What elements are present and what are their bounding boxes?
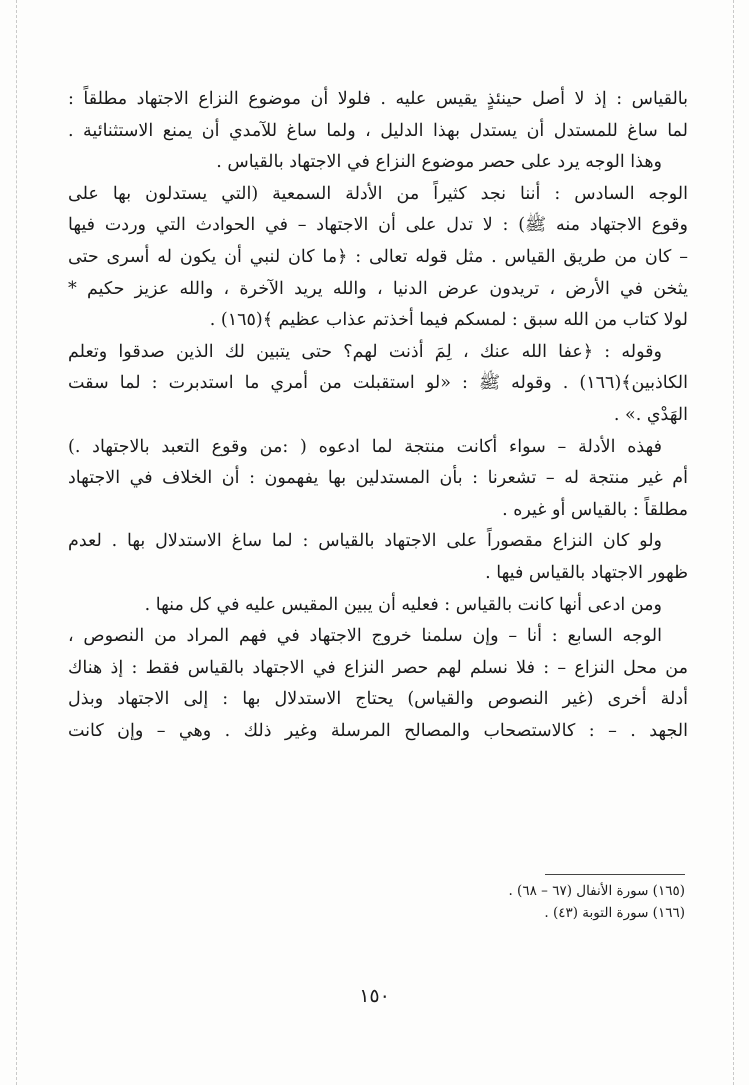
text-line: ومن ادعى أنها كانت بالقياس : فعليه أن يبين المقيس عليه في كل منها .: [144, 594, 662, 615]
text-line: أم غير منتجة له – تشعرنا : بأن المستدلين بها يفهمون : أن الخلاف في الاجتهاد: [68, 468, 688, 489]
text-line: الكاذبين﴾(١٦٦) . وقوله ﷺ : «لو استقبلت من أمري ما استدبرت : لما سقت: [68, 373, 688, 394]
text-line: يثخن في الأرض ، تريدون عرض الدنيا ، والله يريد الآخرة ، والله عزيز حكيم *: [68, 278, 688, 299]
text-line: أدلة أخرى (غير النصوص والقياس) يحتاج الاستدلال بها : إلى الاجتهاد وبذل: [68, 689, 688, 710]
section-heading-line: الوجه السابع : أنا – وإن سلمنا خروج الاجتهاد في فهم المراد من النصوص ،: [68, 626, 662, 647]
text-line: لما ساغ للمستدل أن يستدل بهذا الدليل ، ولما ساغ للآمدي أن يمنع الاستثنائية .: [68, 120, 688, 141]
text-line: الجهد . – : كالاستصحاب والمصالح المرسلة وغير ذلك . وهي – وإن كانت: [68, 720, 688, 741]
left-margin-line: [16, 0, 17, 1085]
text-line: وقوله : ﴿عفا الله عنك ، لِمَ أذنت لهم؟ حتى يتبين لك الذين صدقوا وتعلم: [68, 341, 662, 362]
body-text: [68, 84, 688, 747]
right-margin-line: [733, 0, 734, 1085]
page-number: ١٥٠: [359, 985, 390, 1007]
text-line: مطلقاً : بالقياس أو غيره .: [502, 499, 688, 520]
text-line: لولا كتاب من الله سبق : لمسكم فيما أخذتم عذاب عظيم ﴾(١٦٥) .: [209, 310, 688, 331]
text-line: بالقياس : إذ لا أصل حينئذٍ يقيس عليه . فلولا أن موضوع النزاع الاجتهاد مطلقاً :: [68, 89, 688, 109]
text-line: وهذا الوجه يرد على حصر موضوع النزاع في الاجتهاد بالقياس .: [216, 152, 662, 173]
text-line: من محل النزاع – : فلا نسلم لهم حصر النزاع في الاجتهاد بالقياس فقط : إذ هناك: [68, 657, 688, 678]
text-line: الهَدْي .» .: [613, 404, 688, 425]
text-line: ولو كان النزاع مقصوراً على الاجتهاد بالقياس : لما ساغ الاستدلال بها . لعدم: [68, 531, 662, 552]
footnote-165: (١٦٥) سورة الأنفال (٦٧ – ٦٨) .: [508, 883, 685, 899]
text-line: – كان من طريق القياس . مثل قوله تعالى : ﴿ما كان لنبي أن يكون له أسرى حتى: [68, 246, 688, 267]
text-line: وقوع الاجتهاد منه ﷺ) : لا تدل على أن الاجتهاد – في الحوادث التي وردت فيها: [68, 215, 688, 236]
text-line: ظهور الاجتهاد بالقياس فيها .: [485, 562, 688, 583]
footnotes: [380, 880, 685, 924]
section-heading-line: الوجه السادس : أننا نجد كثيراً من الأدلة السمعية (التي يستدلون بها على: [68, 183, 688, 204]
footnote-separator: [545, 874, 685, 875]
text-line: فهذه الأدلة – سواء أكانت منتجة لما ادعوه ( :من وقوع التعبد بالاجتهاد .): [68, 436, 662, 457]
footnote-166: (١٦٦) سورة التوبة (٤٣) .: [544, 905, 685, 921]
